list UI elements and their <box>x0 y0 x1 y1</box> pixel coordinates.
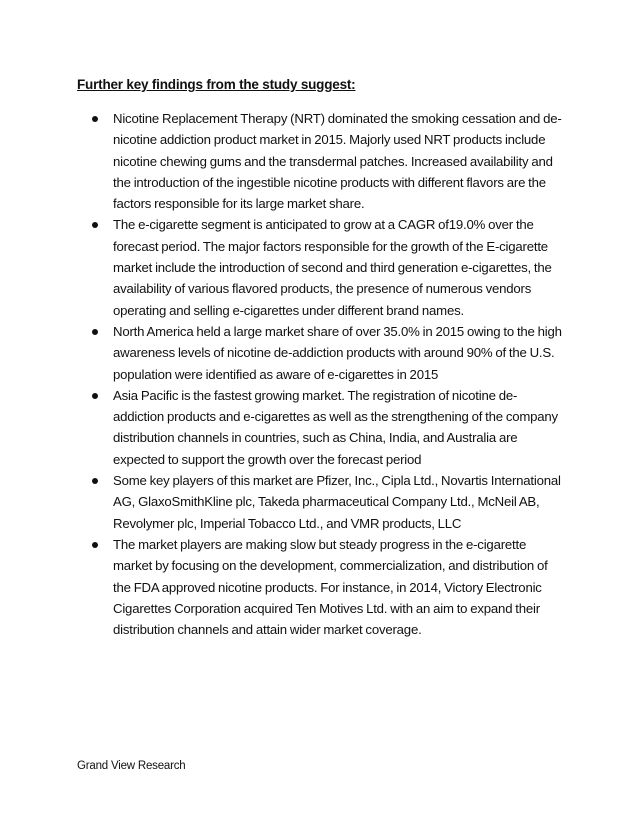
finding-text: The market players are making slow but steady progress in the e-cigarette market by focusing on the development, commercialization, and distribution of the FDA approved nicotine products. For instance, in 2014, Victory Electronic Cigarettes Corporation acquired Ten Motives Ltd. with an aim to expand their distribution channels and attain wider market coverage. <box>113 536 548 638</box>
finding-text: Some key players of this market are Pfizer, Inc., Cipla Ltd., Novartis International AG, GlaxoSmithKline plc, Takeda pharmaceutical Company Ltd., McNeil AB, Revolymer plc, Imperial Tobacco Ltd., and VMR products, LLC <box>113 473 561 531</box>
finding-item-e-cigarette <box>92 214 568 320</box>
finding-text: North America held a large market share of over 35.0% in 2015 owing to the high awareness levels of nicotine de-addiction products with around 90% of the U.S. population were identified as aware of e-cigarettes in 2015 <box>113 323 562 382</box>
finding-text: Nicotine Replacement Therapy (NRT) dominated the smoking cessation and de-nicotine addiction product market in 2015. Majorly used NRT products include nicotine chewing gums and the transdermal patches. Increased availability and the introduction of the ingestible nicotine products with different flavors are the factors responsible for its large market share. <box>113 111 562 212</box>
finding-item-market-progress <box>92 534 568 640</box>
finding-item-north-america <box>92 321 568 385</box>
bullet-icon <box>92 393 98 399</box>
finding-item-asia-pacific <box>92 385 568 470</box>
bullet-icon <box>92 329 98 335</box>
finding-text: The e-cigarette segment is anticipated to grow at a CAGR of19.0% over the forecast period. The major factors responsible for the growth of the E-cigarette market include the introduction of second and third generation e-cigarettes, the availability of various flavored products, the presence of numerous vendors operating and selling e-cigarettes under different brand names. <box>113 217 552 318</box>
finding-item-nrt <box>92 108 568 214</box>
page-footer: Grand View Research <box>77 760 186 772</box>
finding-item-key-players <box>92 470 568 534</box>
findings-list <box>92 108 568 640</box>
bullet-icon <box>92 222 98 228</box>
section-heading: Further key findings from the study suggest: <box>77 77 356 92</box>
bullet-icon <box>92 478 98 484</box>
bullet-icon <box>92 116 98 122</box>
bullet-icon <box>92 542 98 548</box>
finding-text: Asia Pacific is the fastest growing market. The registration of nicotine de-addiction products and e-cigarettes as well as the strengthening of the company distribution channels in countries, such as China, India, and Australia are expected to support the growth over the forecast period <box>113 387 558 467</box>
